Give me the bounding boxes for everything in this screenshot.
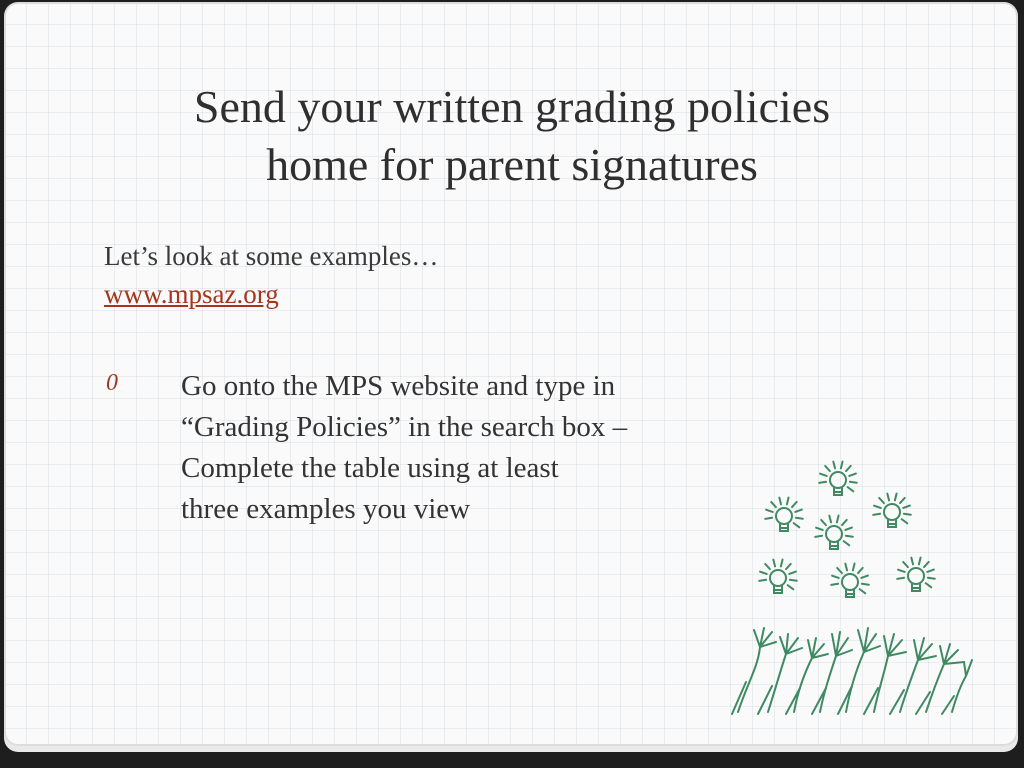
lightbulb-icon — [873, 494, 911, 527]
lightbulb-icon — [765, 498, 803, 531]
website-link[interactable]: www.mpsaz.org — [104, 279, 279, 309]
lightbulb-icon — [831, 564, 869, 597]
bullet-item — [181, 366, 741, 530]
lightbulbs-and-hands-icon — [728, 442, 978, 717]
slide — [4, 2, 1018, 746]
title-line-2: home for parent signatures — [266, 139, 758, 190]
lightbulb-icon — [819, 462, 857, 495]
lightbulb-icon — [897, 558, 935, 591]
title-line-1: Send your written grading policies — [193, 81, 831, 132]
slide-title — [94, 78, 930, 194]
subtitle-text: Let’s look at some examples… — [104, 241, 439, 271]
bullet-line: three examples you view — [181, 493, 471, 525]
bullet-marker: 0 — [106, 370, 118, 396]
bullet-line: “Grading Policies” in the search box – — [181, 411, 628, 443]
lightbulb-icon — [815, 516, 853, 549]
bullet-line: Go onto the MPS website and type in — [181, 370, 616, 402]
bullet-line: Complete the table using at least — [181, 452, 559, 484]
lightbulb-icon — [759, 560, 797, 593]
